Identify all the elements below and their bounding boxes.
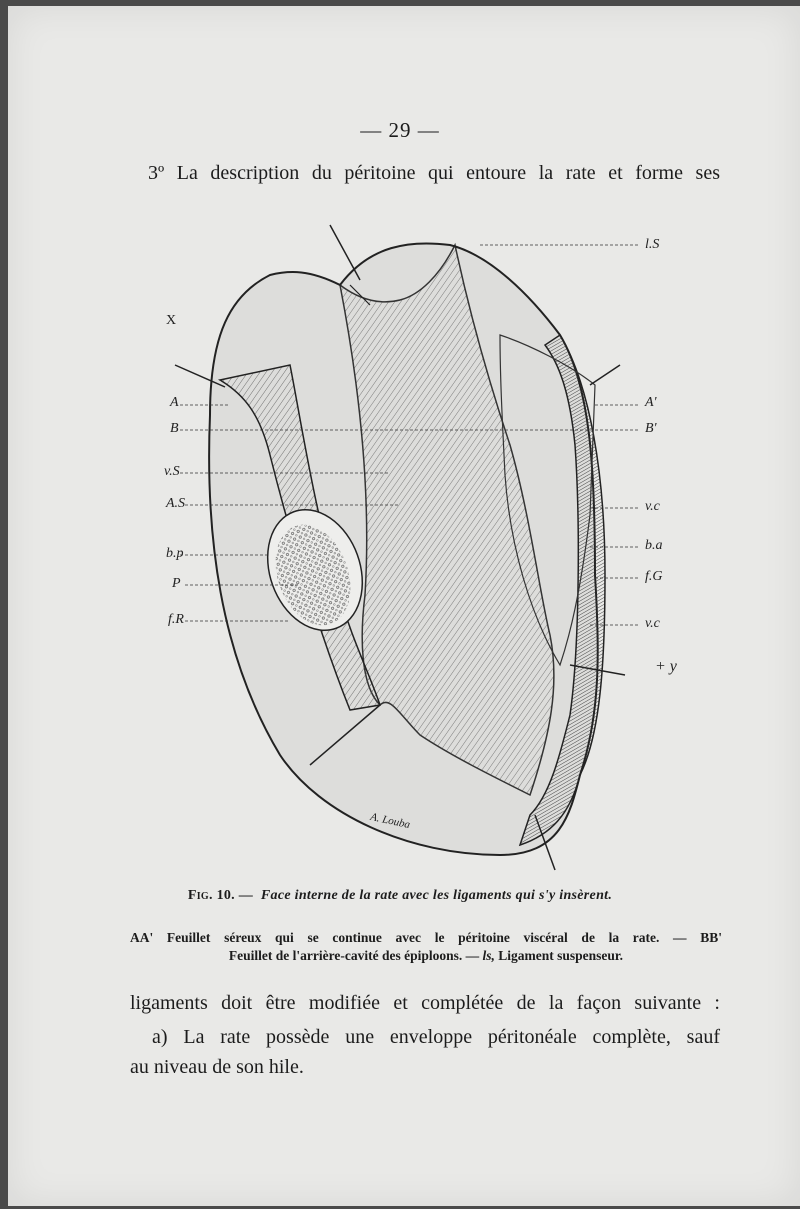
label-vc-upper: v.c — [645, 499, 660, 514]
label-a: A — [170, 395, 179, 410]
label-p: P — [172, 576, 181, 591]
legend-text-a: Feuillet de l'arrière-cavité des épiploons. — — [228, 948, 480, 963]
text-line-top: 3º La description du péritoine qui entoure la rate et forme ses — [148, 162, 720, 184]
text-line-ligaments: ligaments doit être modifiée et complétée de la façon suivante : — [130, 992, 720, 1014]
figure-illustration — [150, 215, 710, 875]
label-fg: f.G — [645, 569, 663, 584]
label-vs: v.S — [164, 464, 180, 479]
figure-legend-line2 — [130, 946, 722, 965]
label-vc-lower: v.c — [645, 616, 660, 631]
label-x: X — [166, 313, 177, 328]
figure-caption — [0, 888, 800, 904]
figure-caption-text: Face interne de la rate avec les ligaments qui s'y insèrent. — [260, 888, 613, 903]
label-a-prime: A' — [645, 395, 657, 410]
label-ls: l.S — [645, 237, 660, 252]
label-ba: b.a — [645, 538, 663, 553]
page-number: — 29 — — [360, 118, 440, 142]
label-y: + y — [655, 658, 677, 675]
label-b-prime: B' — [645, 421, 657, 436]
figure-number: Fig. 10. — — [187, 888, 254, 903]
text-line-a: a) La rate possède une enveloppe péritonéale complète, sauf — [152, 1026, 720, 1048]
label-fr: f.R — [168, 612, 184, 627]
legend-text-c: Ligament suspenseur. — [498, 948, 624, 963]
artist-signature: A. Louba — [369, 810, 412, 832]
legend-text-ls: ls, — [482, 948, 495, 963]
text-line-hile: au niveau de son hile. — [130, 1056, 304, 1078]
label-bp: b.p — [166, 546, 184, 561]
figure-legend-line1: AA' Feuillet séreux qui se continue avec le péritoine viscéral de la rate. — BB' — [130, 930, 722, 945]
spleen-drawing — [150, 215, 710, 875]
label-b: B — [170, 421, 179, 436]
label-as: A.S — [166, 496, 186, 511]
